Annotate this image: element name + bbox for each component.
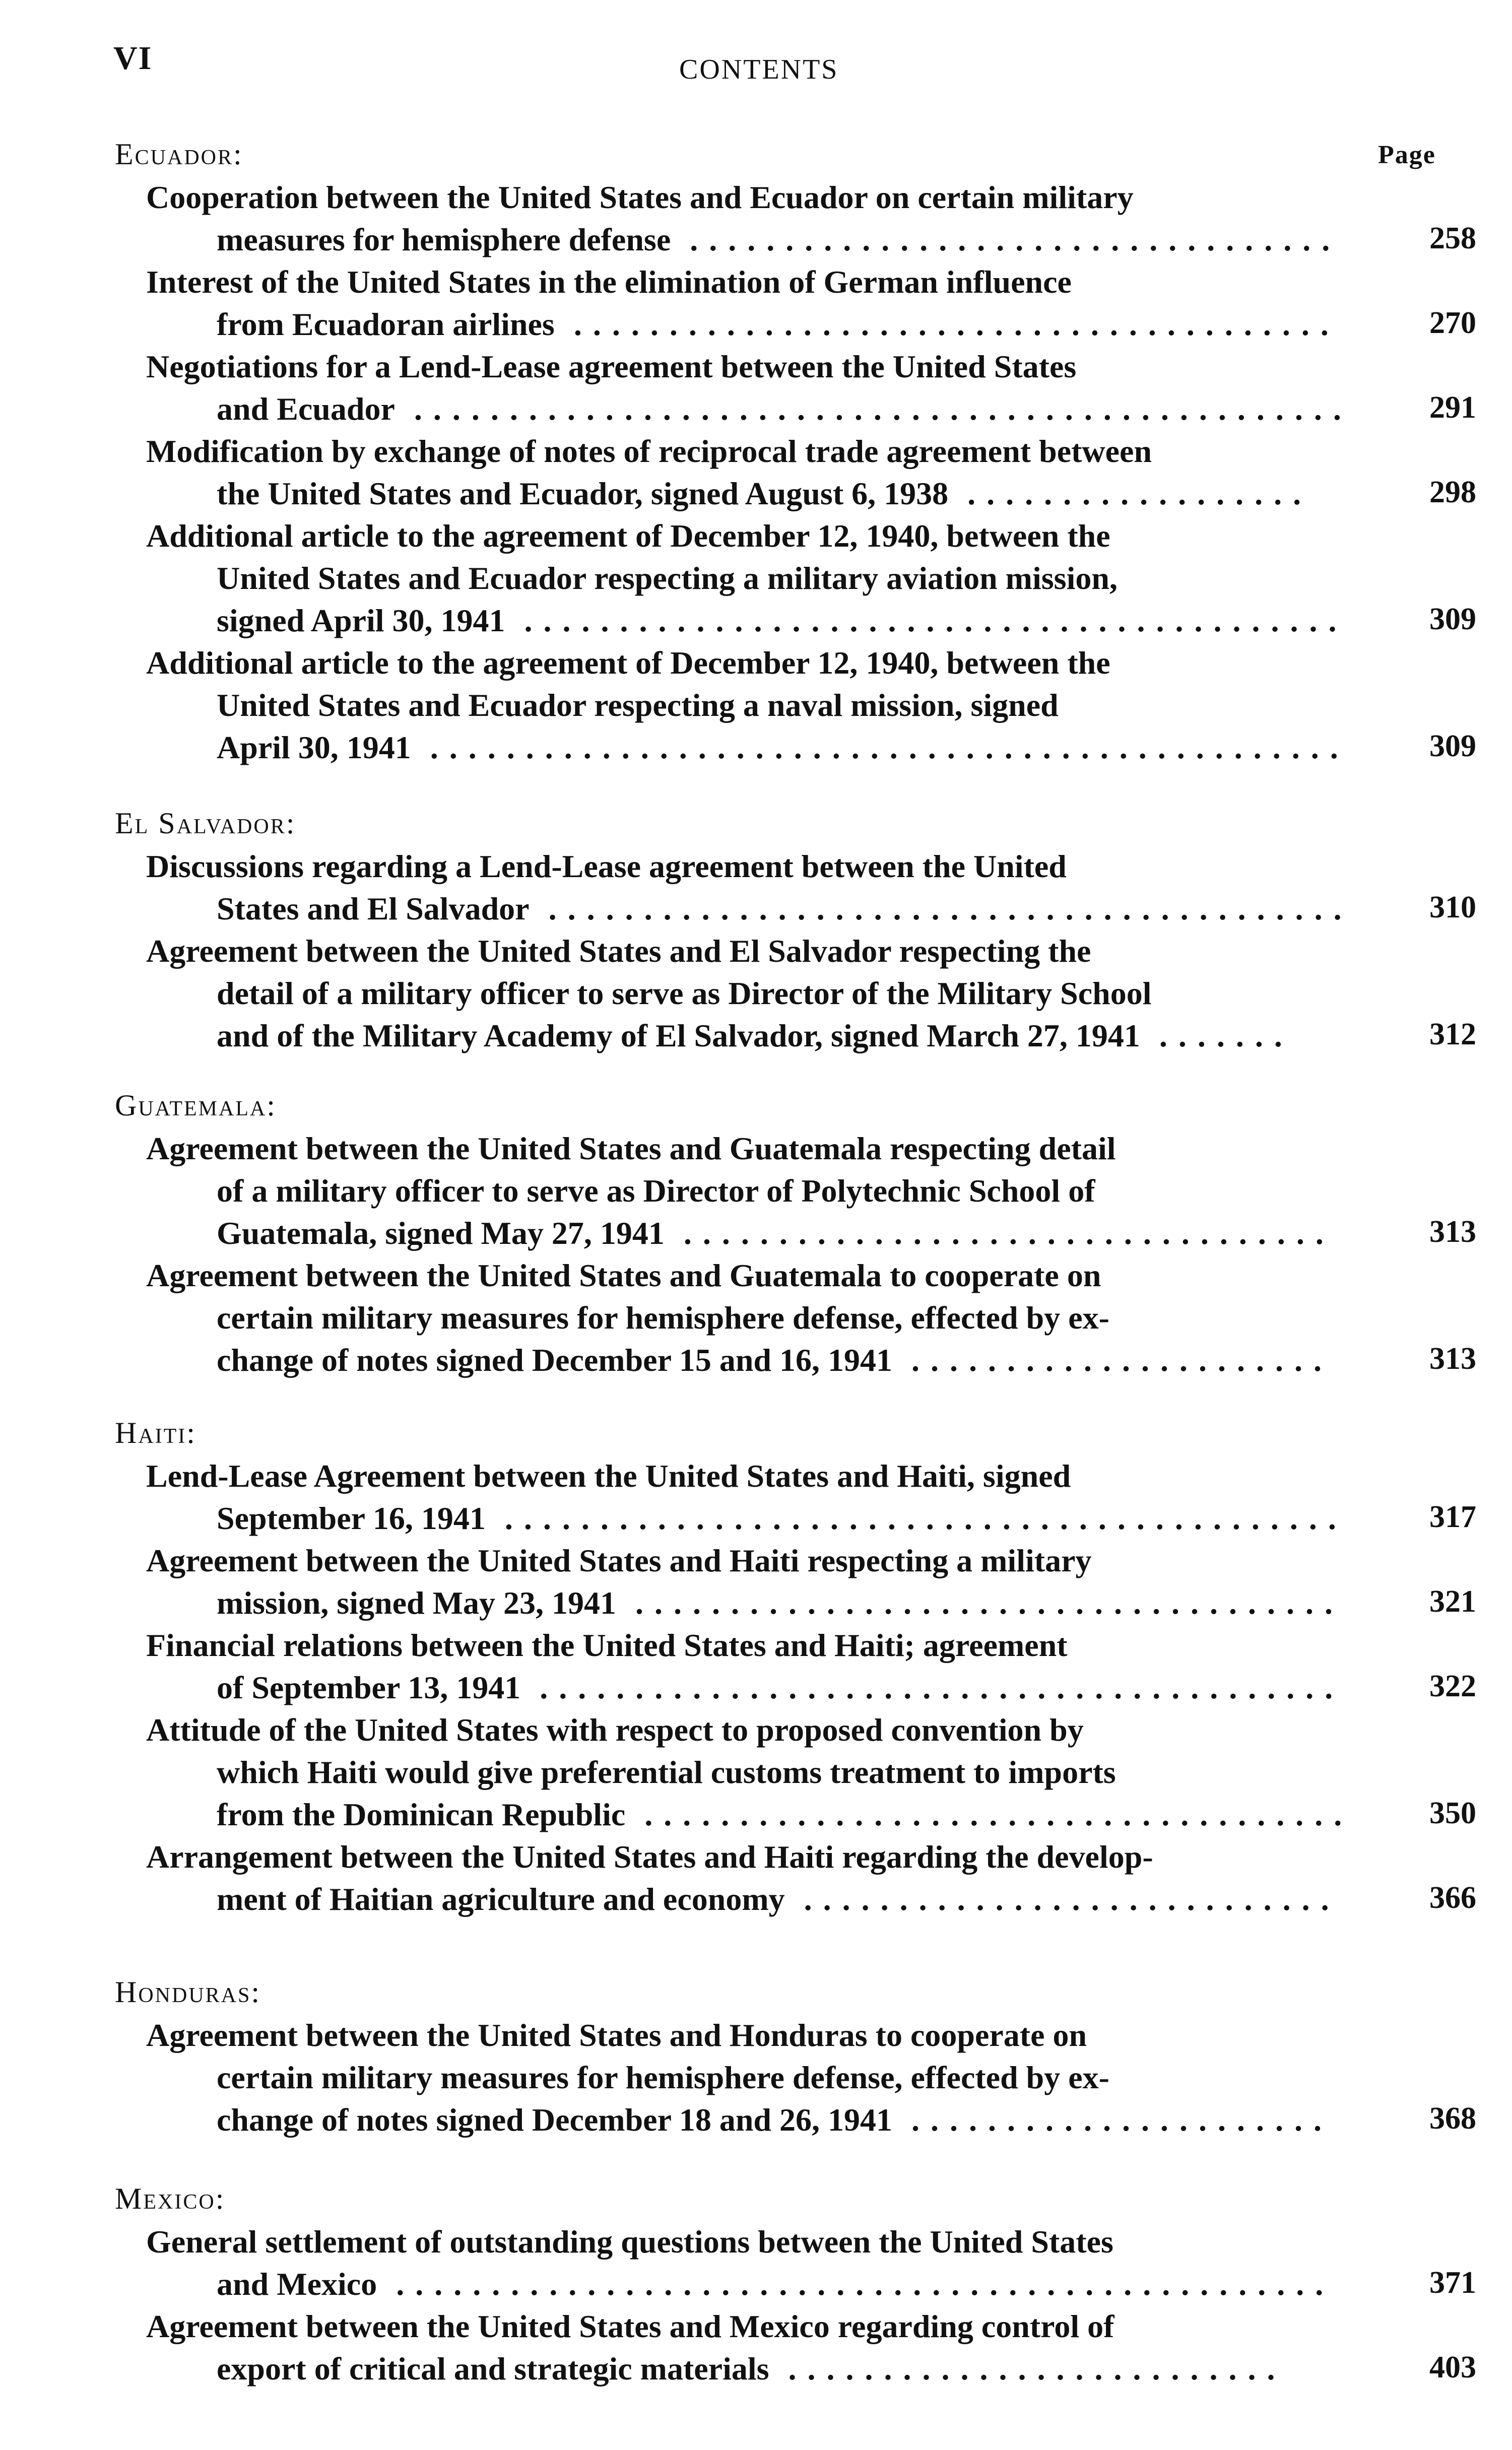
section-heading: Haiti: xyxy=(115,1416,196,1449)
toc-entry-line xyxy=(146,2221,1353,2263)
toc-entry-line xyxy=(146,1582,1353,1624)
toc-entry-text: change of notes signed December 15 and 16, 1941 xyxy=(217,1342,892,1378)
toc-entry-text: September 16, 1941 xyxy=(217,1500,486,1536)
page-number: 309 xyxy=(1429,729,1476,763)
toc-entry-line xyxy=(146,1297,1353,1339)
leader-dots: ..................................... xyxy=(616,1585,1344,1621)
toc-entry-text: States and El Salvador xyxy=(217,891,530,926)
toc-entry-line xyxy=(146,930,1353,972)
toc-entry-text: Agreement between the United States and Haiti respecting a military xyxy=(146,1543,1092,1578)
toc-entry-text: United States and Ecuador respecting a military aviation mission, xyxy=(217,560,1117,596)
toc-entry-line xyxy=(146,1497,1353,1540)
toc-entry-text: certain military measures for hemisphere defense, effected by ex- xyxy=(217,2060,1109,2095)
toc-entry-line xyxy=(146,219,1353,261)
toc-entry-text: change of notes signed December 18 and 26, 1941 xyxy=(217,2102,892,2138)
toc-entry-line xyxy=(146,2263,1353,2305)
toc-entry-text: Interest of the United States in the elimination of German influence xyxy=(146,264,1072,300)
toc-entry-text: Financial relations between the United States and Haiti; agreement xyxy=(146,1627,1068,1663)
page-column-label: Page xyxy=(1378,141,1436,169)
toc-entry-line xyxy=(146,888,1353,930)
toc-entry-line xyxy=(146,1751,1353,1794)
toc-entry-text: the United States and Ecuador, signed August 6, 1938 xyxy=(217,476,949,511)
running-title: CONTENTS xyxy=(679,54,839,85)
toc-entry-line xyxy=(146,557,1353,600)
section-heading: Honduras: xyxy=(115,1975,261,2009)
toc-entry-line xyxy=(146,726,1353,769)
toc-entry-text: Agreement between the United States and Honduras to cooperate on xyxy=(146,2017,1087,2053)
toc-entry-text: General settlement of outstanding questions between the United States xyxy=(146,2224,1113,2260)
toc-entry-text: Additional article to the agreement of December 12, 1940, between the xyxy=(146,518,1110,554)
toc-entry-text: and Ecuador xyxy=(217,391,395,427)
page-number: 312 xyxy=(1429,1017,1476,1051)
toc-entry-line xyxy=(146,1794,1353,1836)
page-number: 313 xyxy=(1429,1215,1476,1249)
leader-dots: ...................... xyxy=(892,2102,1333,2138)
toc-entry-line xyxy=(146,1254,1353,1297)
page-number: 403 xyxy=(1429,2350,1476,2385)
page-roman-numeral: VI xyxy=(113,40,153,77)
toc-entry-text: United States and Ecuador respecting a naval mission, signed xyxy=(217,687,1059,723)
toc-entry-text: of a military officer to serve as Director of Polytechnic School of xyxy=(217,1173,1095,1209)
section-heading: Guatemala: xyxy=(115,1089,277,1122)
toc-entry-text: Agreement between the United States and Guatemala respecting detail xyxy=(146,1131,1116,1166)
toc-entry-line xyxy=(146,388,1353,430)
toc-entry-text: Modification by exchange of notes of reciprocal trade agreement between xyxy=(146,433,1152,469)
toc-entry-text: ment of Haitian agriculture and economy xyxy=(217,1881,785,1917)
leader-dots: ...................... xyxy=(892,1342,1333,1378)
leader-dots: ............................................ xyxy=(485,1500,1347,1536)
section-heading: Ecuador: xyxy=(115,138,243,171)
toc-entry-text: Arrangement between the United States and Haiti regarding the develop- xyxy=(146,1839,1153,1875)
page-number: 366 xyxy=(1429,1881,1476,1915)
toc-entry-text: Additional article to the agreement of December 12, 1940, between the xyxy=(146,645,1110,681)
toc-entry-line xyxy=(146,1709,1353,1751)
toc-entry-line xyxy=(146,515,1353,557)
toc-entry-text: of September 13, 1941 xyxy=(217,1670,521,1705)
toc-entry-text: Attitude of the United States with respect to proposed convention by xyxy=(146,1712,1084,1748)
toc-entry-line xyxy=(146,2057,1353,2099)
toc-entry-line xyxy=(146,1170,1353,1212)
toc-entry-line xyxy=(146,1836,1353,1878)
page-number: 258 xyxy=(1429,221,1476,255)
toc-entry-text: Negotiations for a Lend-Lease agreement between the United States xyxy=(146,349,1077,384)
toc-entry-text: detail of a military officer to serve as Director of the Military School xyxy=(217,975,1152,1011)
section-heading: Mexico: xyxy=(115,2182,226,2215)
page-number: 321 xyxy=(1429,1584,1476,1619)
toc-entry-line xyxy=(146,600,1353,642)
toc-entry-line xyxy=(146,972,1353,1015)
page-number: 309 xyxy=(1429,602,1476,636)
toc-entry-line xyxy=(146,1015,1353,1057)
leader-dots: .......................................... xyxy=(529,891,1353,926)
page-number: 291 xyxy=(1429,390,1476,425)
toc-entry-line xyxy=(146,430,1353,473)
section-heading: El Salvador: xyxy=(115,807,296,840)
toc-entry-line xyxy=(146,346,1353,388)
toc-entry-text: and Mexico xyxy=(217,2266,377,2302)
toc-entry-text: mission, signed May 23, 1941 xyxy=(217,1585,616,1621)
toc-entry-line xyxy=(146,303,1353,346)
toc-entry-text: measures for hemisphere defense xyxy=(217,222,671,257)
leader-dots: ........................................... xyxy=(505,603,1348,638)
page-number: 310 xyxy=(1429,890,1476,924)
leader-dots: ........................................ xyxy=(554,306,1340,342)
toc-entry-text: Agreement between the United States and El Salvador respecting the xyxy=(146,933,1091,969)
toc-entry-line xyxy=(146,684,1353,726)
toc-entry-line xyxy=(146,1667,1353,1709)
toc-entry-line xyxy=(146,2305,1353,2348)
page-number: 313 xyxy=(1429,1342,1476,1376)
toc-entry-text: Agreement between the United States and Mexico regarding control of xyxy=(146,2308,1114,2344)
page-number: 270 xyxy=(1429,306,1476,340)
toc-entry-text: certain military measures for hemisphere defense, effected by ex- xyxy=(217,1300,1109,1336)
toc-entry-text: Cooperation between the United States and Ecuador on certain military xyxy=(146,179,1134,215)
toc-entry-line xyxy=(146,176,1353,219)
toc-entry-text: April 30, 1941 xyxy=(217,730,411,765)
toc-entry-line xyxy=(146,261,1353,303)
toc-entry-line xyxy=(146,1128,1353,1170)
toc-entry-line xyxy=(146,642,1353,684)
leader-dots: .......................................... xyxy=(520,1670,1344,1705)
page-number: 350 xyxy=(1429,1796,1476,1830)
toc-entry-text: Agreement between the United States and Guatemala to cooperate on xyxy=(146,1257,1101,1293)
leader-dots: ....... xyxy=(1140,1018,1293,1053)
toc-entry-text: Guatemala, signed May 27, 1941 xyxy=(217,1215,665,1251)
toc-entry-line xyxy=(146,1878,1353,1921)
leader-dots: ............................ xyxy=(784,1881,1340,1917)
toc-entry-text: which Haiti would give preferential customs treatment to imports xyxy=(217,1754,1116,1790)
leader-dots: .................. xyxy=(948,476,1312,511)
page-number: 298 xyxy=(1429,475,1476,509)
leader-dots: ................................................. xyxy=(395,391,1352,427)
toc-entry-line xyxy=(146,2099,1353,2141)
toc-entry-text: and of the Military Academy of El Salvador, signed March 27, 1941 xyxy=(217,1018,1140,1053)
toc-entry-text: export of critical and strategic materials xyxy=(217,2351,769,2387)
toc-entry-text: from Ecuadoran airlines xyxy=(217,306,555,342)
toc-entry-line xyxy=(146,2014,1353,2057)
toc-entry-line xyxy=(146,845,1353,888)
toc-entry-text: signed April 30, 1941 xyxy=(217,603,505,638)
toc-entry-line xyxy=(146,1540,1353,1582)
page-number: 317 xyxy=(1429,1500,1476,1534)
leader-dots: .......................... xyxy=(769,2351,1286,2387)
toc-entry-line xyxy=(146,1339,1353,1381)
page-number: 368 xyxy=(1429,2101,1476,2136)
page-number: 371 xyxy=(1429,2266,1476,2300)
leader-dots: .................................. xyxy=(664,1215,1335,1251)
leader-dots: ................................................. xyxy=(377,2266,1335,2302)
toc-entry-line xyxy=(146,1212,1353,1254)
leader-dots: ..................................... xyxy=(625,1797,1353,1832)
toc-entry-text: from the Dominican Republic xyxy=(217,1797,626,1832)
toc-entry-line xyxy=(146,1455,1353,1497)
page-number: 322 xyxy=(1429,1669,1476,1703)
toc-entry-line xyxy=(146,473,1353,515)
toc-entry-text: Discussions regarding a Lend-Lease agreement between the United xyxy=(146,848,1067,884)
toc-entry-text: Lend-Lease Agreement between the United States and Haiti, signed xyxy=(146,1458,1071,1494)
toc-entry-line xyxy=(146,2348,1353,2390)
leader-dots: .................................. xyxy=(671,222,1341,257)
toc-entry-line xyxy=(146,1624,1353,1667)
leader-dots: ................................................ xyxy=(411,730,1349,765)
